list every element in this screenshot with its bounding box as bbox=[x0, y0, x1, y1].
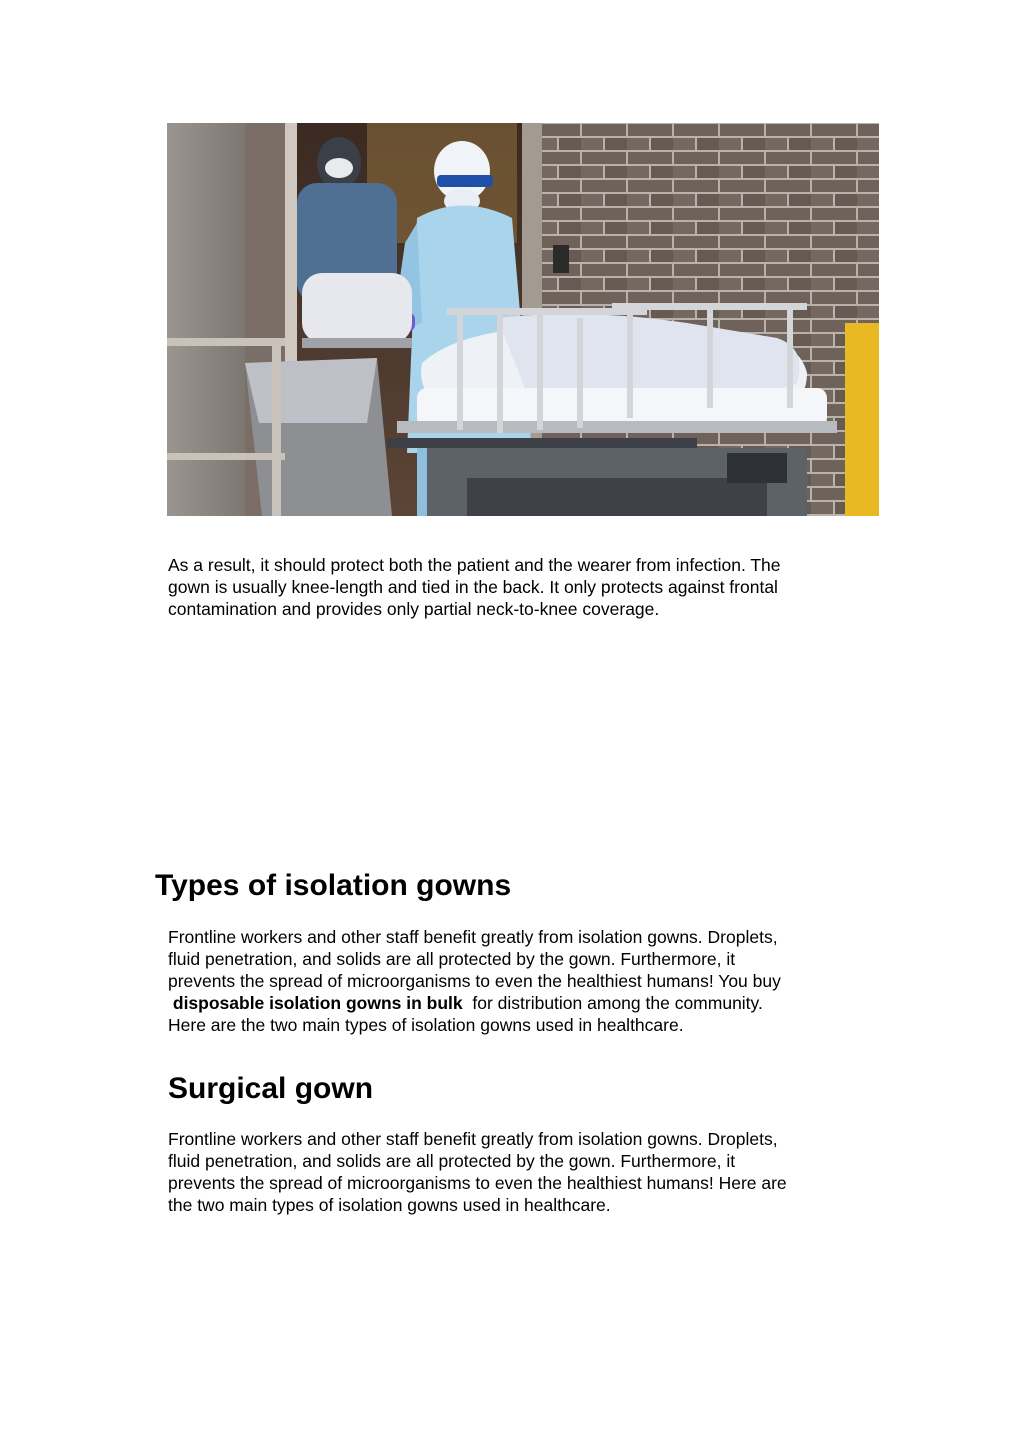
text-line: fluid penetration, and solids are all protected by the gown. Furthermore, it bbox=[168, 949, 736, 969]
text-line: the two main types of isolation gowns used in healthcare. bbox=[168, 1195, 611, 1215]
text-line: prevents the spread of microorganisms to even the healthiest humans! You buy bbox=[168, 971, 781, 991]
types-heading: Types of isolation gowns bbox=[155, 869, 512, 902]
text-line: fluid penetration, and solids are all protected by the gown. Furthermore, it bbox=[168, 1151, 736, 1171]
text-line: gown is usually knee-length and tied in the back. It only protects against frontal bbox=[168, 577, 778, 597]
text-line: Here are the two main types of isolation gowns used in healthcare. bbox=[168, 1015, 684, 1035]
text-line: contamination and provides only partial neck-to-knee coverage. bbox=[168, 599, 660, 619]
types-paragraph bbox=[168, 926, 848, 1036]
text-line bbox=[168, 992, 848, 1014]
hospital-stretcher-photo bbox=[167, 123, 879, 516]
text-fragment: for distribution among the community. bbox=[472, 993, 763, 1013]
intro-paragraph bbox=[168, 554, 848, 620]
text-line: Frontline workers and other staff benefit greatly from isolation gowns. Droplets, bbox=[168, 927, 778, 947]
surgical-paragraph bbox=[168, 1128, 848, 1216]
text-line: prevents the spread of microorganisms to even the healthiest humans! Here are bbox=[168, 1173, 787, 1193]
surgical-gown-heading: Surgical gown bbox=[168, 1072, 374, 1105]
text-line: As a result, it should protect both the patient and the wearer from infection. The bbox=[168, 555, 781, 575]
text-line: Frontline workers and other staff benefit greatly from isolation gowns. Droplets, bbox=[168, 1129, 778, 1149]
disposable-gowns-link[interactable]: disposable isolation gowns in bulk bbox=[172, 993, 463, 1013]
